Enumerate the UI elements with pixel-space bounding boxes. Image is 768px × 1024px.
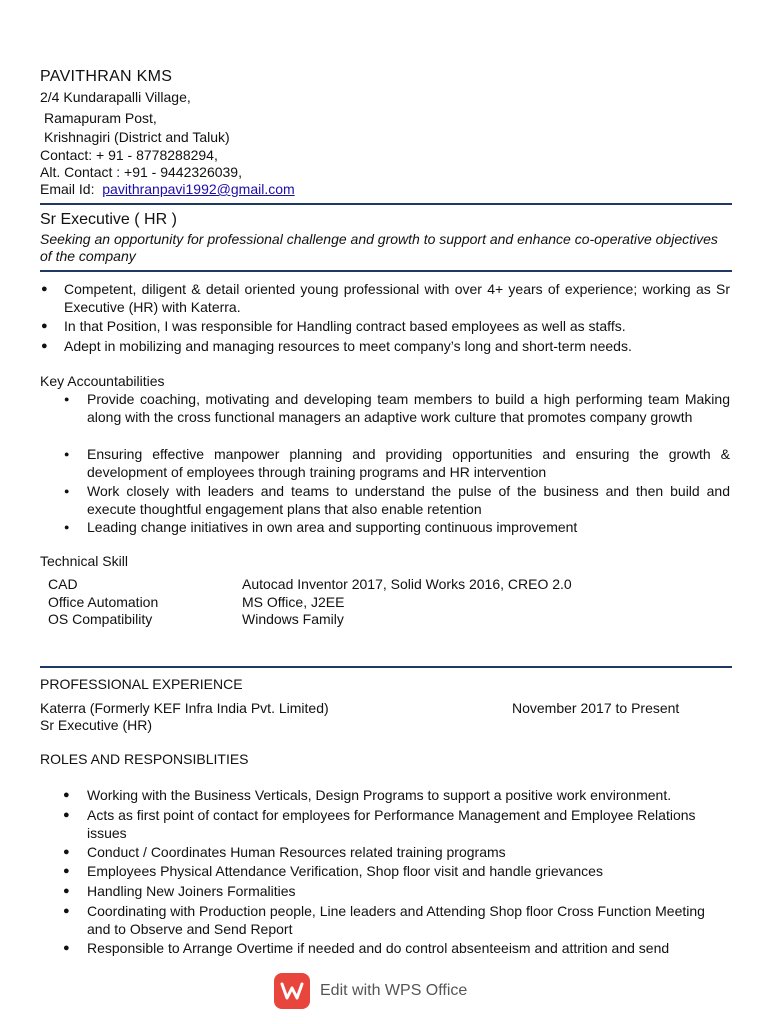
objective-title: Sr Executive ( HR ) bbox=[40, 211, 177, 228]
summary-item-3: Adept in mobilizing and managing resources to meet company’s long and short-term needs. bbox=[64, 338, 632, 354]
role-item-6: Coordinating with Production people, Line leaders and Attending Shop floor Cross Function Meeting and to Observe and Send Report bbox=[87, 903, 705, 937]
bullet-icon: ● bbox=[63, 789, 70, 801]
edit-with-wps-button[interactable] bbox=[274, 973, 467, 1009]
bullet-icon: ● bbox=[64, 486, 70, 496]
email-label: Email Id: bbox=[40, 181, 95, 197]
accountability-item-1: Provide coaching, motivating and developing team members to build a high performing team Making along with the cross functional managers an adaptive work culture that promotes company growth bbox=[87, 391, 730, 425]
bullet-icon: ● bbox=[63, 905, 70, 917]
bullet-icon: ● bbox=[63, 865, 70, 877]
skill-value-cad: Autocad Inventor 2017, Solid Works 2016, CREO 2.0 bbox=[242, 576, 572, 592]
role-item-4: Employees Physical Attendance Verification, Shop floor visit and handle grievances bbox=[87, 863, 603, 879]
role-item-1: Working with the Business Verticals, Design Programs to support a positive work environment. bbox=[87, 787, 672, 803]
divider-3 bbox=[40, 666, 732, 668]
wps-label: Edit with WPS Office bbox=[320, 982, 468, 999]
bullet-icon: ● bbox=[64, 522, 70, 532]
summary-item-1: Competent, diligent & detail oriented young professional with over 4+ years of experience; working as Sr Executive (HR) with Katerra. bbox=[64, 281, 730, 315]
bullet-icon: ● bbox=[41, 340, 48, 352]
bullet-icon: ● bbox=[64, 449, 70, 459]
skill-key-os: OS Compatibility bbox=[48, 611, 153, 627]
experience-title: PROFESSIONAL EXPERIENCE bbox=[40, 676, 243, 692]
candidate-name: PAVITHRAN KMS bbox=[40, 68, 173, 85]
email-link[interactable]: pavithranpavi1992@gmail.com bbox=[102, 181, 295, 197]
objective-text: Seeking an opportunity for professional challenge and growth to support and enhance co-operative objectives of the company bbox=[40, 231, 718, 264]
address-line-1: 2/4 Kundarapalli Village, bbox=[40, 89, 191, 105]
company-name: Katerra (Formerly KEF Infra India Pvt. Limited) bbox=[40, 700, 329, 716]
bullet-icon: ● bbox=[41, 320, 48, 332]
job-role: Sr Executive (HR) bbox=[40, 717, 153, 733]
accountability-item-3: Work closely with leaders and teams to understand the pulse of the business and then build and execute thoughtful engagement plans that also enable retention bbox=[87, 483, 730, 517]
alt-contact-line: Alt. Contact : +91 - 9442326039, bbox=[40, 164, 242, 180]
address-line-2: Ramapuram Post, bbox=[44, 110, 157, 126]
accountability-item-4: Leading change initiatives in own area and supporting continuous improvement bbox=[87, 519, 578, 535]
skill-value-office: MS Office, J2EE bbox=[242, 594, 345, 610]
role-item-3: Conduct / Coordinates Human Resources related training programs bbox=[87, 844, 506, 860]
divider-1 bbox=[40, 203, 732, 205]
skill-value-os: Windows Family bbox=[242, 611, 344, 627]
bullet-icon: ● bbox=[64, 394, 70, 404]
address-line-3: Krishnagiri (District and Taluk) bbox=[44, 129, 230, 145]
bullet-icon: ● bbox=[63, 846, 70, 858]
skill-key-cad: CAD bbox=[48, 576, 78, 592]
summary-item-2: In that Position, I was responsible for Handling contract based employees as well as staffs. bbox=[64, 318, 626, 334]
role-item-5: Handling New Joiners Formalities bbox=[87, 883, 296, 899]
role-item-7: Responsible to Arrange Overtime if needed and do control absenteeism and attrition and send bbox=[87, 940, 670, 956]
technical-skill-title: Technical Skill bbox=[40, 553, 128, 569]
key-accountabilities-title: Key Accountabilities bbox=[40, 373, 165, 389]
wps-w-icon bbox=[274, 973, 310, 1009]
roles-title: ROLES AND RESPONSIBLITIES bbox=[40, 751, 249, 767]
bullet-icon: ● bbox=[63, 809, 70, 821]
employment-period: November 2017 to Present bbox=[512, 700, 680, 716]
accountability-item-2: Ensuring effective manpower planning and providing opportunities and ensuring the growth & development of employees through training programs and HR intervention bbox=[87, 446, 730, 480]
contact-line: Contact: + 91 - 8778288294, bbox=[40, 147, 218, 163]
email-line bbox=[40, 181, 295, 198]
role-item-2: Acts as first point of contact for employees for Performance Management and Employee Relations issues bbox=[87, 807, 696, 841]
bullet-icon: ● bbox=[41, 283, 48, 295]
divider-2 bbox=[40, 270, 732, 272]
skill-key-office: Office Automation bbox=[48, 594, 159, 610]
bullet-icon: ● bbox=[63, 942, 70, 954]
bullet-icon: ● bbox=[63, 885, 70, 897]
